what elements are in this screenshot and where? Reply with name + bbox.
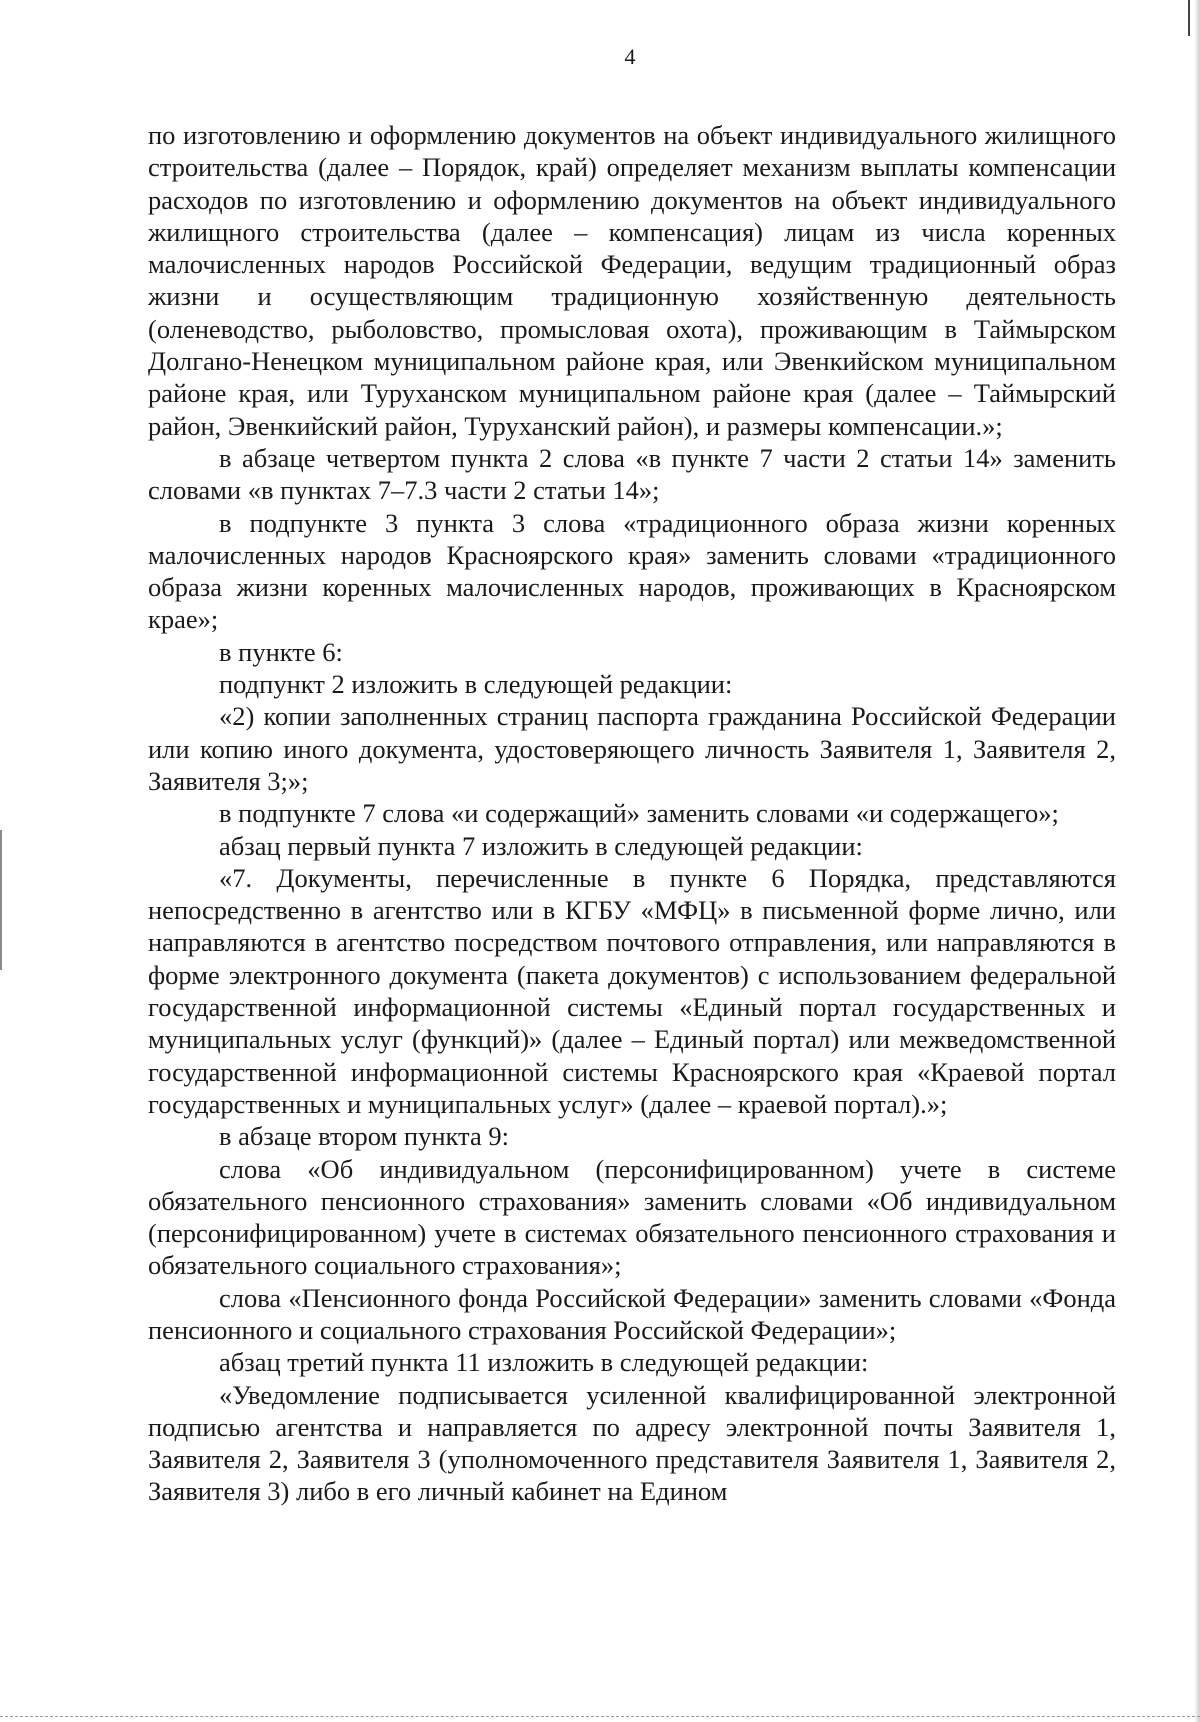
scan-artifact — [0, 830, 2, 970]
paragraph: в абзаце втором пункта 9: — [219, 1121, 509, 1152]
paragraph: в подпункте 7 слова «и содержащий» заменить словами «и содержащего»; — [219, 798, 1059, 829]
paragraph-continuation: по изготовлению и оформлению документов на объект индивидуального жилищного строительства (далее – Порядок, край) определяет механизм выплаты компенсации расходов по изготовлению и оформлению документов на объект индивидуального жилищного строительства (далее – компенсация) лицам из числа коренных малочисленных народов Российской Федерации, ведущим традиционный образ жизни и осуществляющим традиционную хозяйственную деятельность (оленеводство, рыболовство, промысловая охота), проживающим в Таймырском Долгано-Ненецком муниципальном районе края, или Эвенкийском муниципальном районе края, или Туруханском муниципальном районе края (далее – Таймырский район, Эвенкийский район, Туруханский район), и размеры компенсации.»; — [148, 120, 1116, 441]
paragraph: в абзаце четвертом пункта 2 слова «в пункте 7 части 2 статьи 14» заменить словами «в пунктах 7–7.3 части 2 статьи 14»; — [148, 442, 1116, 506]
paragraph: слова «Об индивидуальном (персонифицированном) учете в системе обязательного пенсионного страхования» заменить словами «Об индивидуальном (персонифицированном) учете в системах обязательного пенсионного страхования и обязательного социального страхования»; — [148, 1153, 1116, 1281]
paragraph: подпункт 2 изложить в следующей редакции: — [219, 669, 733, 700]
paragraph: в подпункте 3 пункта 3 слова «традиционного образа жизни коренных малочисленных народов Красноярского края» заменить словами «традиционного образа жизни коренных малочисленных народов, проживающих в Красноярском крае»; — [148, 507, 1116, 635]
paragraph: слова «Пенсионного фонда Российской Федерации» заменить словами «Фонда пенсионного и социального страхования Российской Федерации»; — [148, 1282, 1116, 1345]
scan-edge-shadow — [1194, 0, 1200, 1722]
paragraph: абзац первый пункта 7 изложить в следующей редакции: — [219, 830, 863, 861]
paragraph-continues: «Уведомление подписывается усиленной квалифицированной электронной подписью агентства и направляется по адресу электронной почты Заявителя 1, Заявителя 2, Заявителя 3 (уполномоченного представителя Заявителя 1, Заявителя 2, Заявителя 3) либо в его личный кабинет на Едином — [148, 1379, 1116, 1507]
paragraph: «2) копии заполненных страниц паспорта гражданина Российской Федерации или копию иного документа, удостоверяющего личность Заявителя 1, Заявителя 2, Заявителя 3;»; — [148, 701, 1116, 796]
page-number: 4 — [624, 44, 636, 69]
document-body — [148, 119, 1116, 1508]
paragraph: в пункте 6: — [219, 636, 343, 667]
scan-artifact — [1188, 0, 1190, 36]
paragraph: абзац третий пункта 11 изложить в следующей редакции: — [219, 1347, 869, 1378]
scan-edge-bottom — [0, 1716, 1200, 1722]
paragraph: «7. Документы, перечисленные в пункте 6 Порядка, представляются непосредственно в агентство или в КГБУ «МФЦ» в письменной форме лично, или направляются в агентство посредством почтового отправления, или направляются в форме электронного документа (пакета документов) с использованием федеральной государственной информационной системы «Единый портал государственных и муниципальных услуг (функций)» (далее – Единый портал) или межведомственной государственной информационной системы Красноярского края «Краевой портал государственных и муниципальных услуг» (далее – краевой портал).»; — [148, 862, 1116, 1119]
